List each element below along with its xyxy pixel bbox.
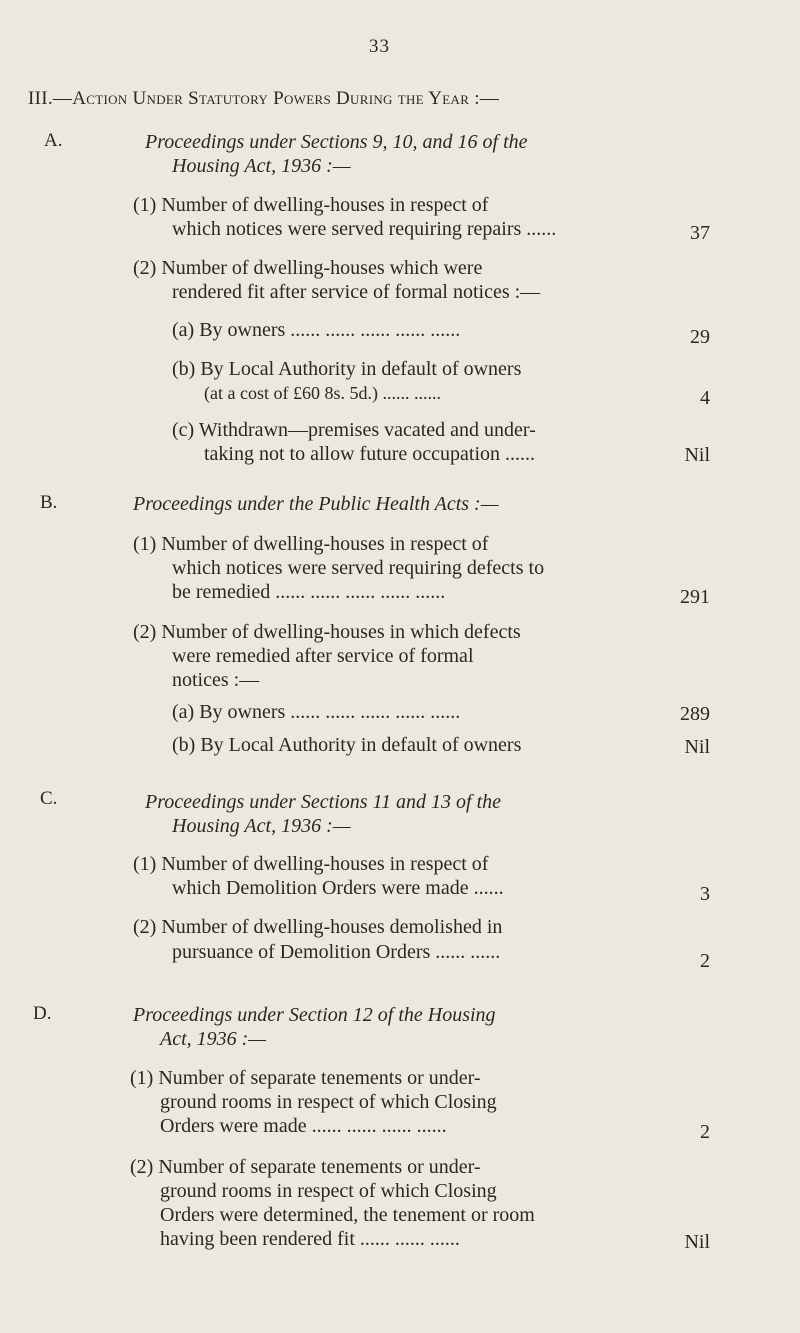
section-d-item-1-line-1: (1) Number of separate tenements or under- xyxy=(130,1067,481,1089)
section-d-item-2-line-2: ground rooms in respect of which Closing xyxy=(160,1180,497,1202)
section-c-item-2-value: 2 xyxy=(700,950,710,972)
section-b-item-1-line-2: which notices were served requiring defects to xyxy=(172,557,545,579)
section-b-item-1-line-1: (1) Number of dwelling-houses in respect of xyxy=(133,533,489,555)
section-a-item-1-line-1: (1) Number of dwelling-houses in respect of xyxy=(133,194,489,216)
section-d-item-2-line-1: (2) Number of separate tenements or under- xyxy=(130,1156,481,1178)
section-a-item-2-line-1: (2) Number of dwelling-houses which were xyxy=(133,257,483,279)
section-a-item-2c-value: Nil xyxy=(684,444,710,466)
section-b-item-1-line-3: be remedied ...... ...... ...... ...... ...... xyxy=(172,581,446,603)
section-d-item-2-line-3: Orders were determined, the tenement or room xyxy=(160,1204,535,1226)
section-d-heading-line-1: Proceedings under Section 12 of the Housing xyxy=(133,1004,496,1026)
section-a-item-2b-value: 4 xyxy=(700,387,710,409)
section-a-item-2a-line: (a) By owners ...... ...... ...... ...... ...... xyxy=(172,319,461,341)
section-b-item-1-value: 291 xyxy=(680,586,710,608)
section-d-item-2-line-4: having been rendered fit ...... ...... ...... xyxy=(160,1228,460,1250)
section-b-item-2-line-1: (2) Number of dwelling-houses in which defects xyxy=(133,621,521,643)
section-c-heading-line-1: Proceedings under Sections 11 and 13 of the xyxy=(145,791,502,813)
section-a-item-2b-line-2: (at a cost of £60 8s. 5d.) ...... ...... xyxy=(204,383,441,403)
section-a-heading-line-1: Proceedings under Sections 9, 10, and 16 of the xyxy=(145,131,528,153)
section-d-letter: D. xyxy=(33,1003,52,1024)
section-b-letter: B. xyxy=(40,492,58,513)
section-a-item-2c-line-2: taking not to allow future occupation ...... xyxy=(204,443,536,465)
section-c-item-2-line-2: pursuance of Demolition Orders ...... ...... xyxy=(172,941,501,963)
section-a-item-1-line-2: which notices were served requiring repairs ...... xyxy=(172,218,557,240)
section-b-item-2a-value: 289 xyxy=(680,703,710,725)
section-a-item-2a-value: 29 xyxy=(690,326,710,348)
section-a-heading-line-2: Housing Act, 1936 :— xyxy=(172,155,351,177)
section-b-item-2b-value: Nil xyxy=(684,736,710,758)
section-b-item-2-line-3: notices :— xyxy=(172,669,260,691)
section-c-letter: C. xyxy=(40,788,58,809)
section-c-item-1-line-1: (1) Number of dwelling-houses in respect of xyxy=(133,853,489,875)
section-b-item-2b-line: (b) By Local Authority in default of owners xyxy=(172,734,522,756)
section-c-item-2-line-1: (2) Number of dwelling-houses demolished in xyxy=(133,916,503,938)
section-d-heading-line-2: Act, 1936 :— xyxy=(160,1028,267,1050)
section-c-item-1-line-2: which Demolition Orders were made ...... xyxy=(172,877,504,899)
section-a-item-2-line-2: rendered fit after service of formal notices :— xyxy=(172,281,541,303)
section-d-item-1-line-2: ground rooms in respect of which Closing xyxy=(160,1091,497,1113)
section-title: III.—Action Under Statutory Powers During the Year :— xyxy=(28,88,500,109)
section-c-item-1-value: 3 xyxy=(700,883,710,905)
section-b-item-2a-line: (a) By owners ...... ...... ...... ...... ...... xyxy=(172,701,461,723)
section-b-item-2-line-2: were remedied after service of formal xyxy=(172,645,474,667)
section-d-item-1-line-3: Orders were made ...... ...... ...... ...... xyxy=(160,1115,447,1137)
page-number: 33 xyxy=(369,36,390,57)
section-d-item-2-value: Nil xyxy=(684,1231,710,1253)
section-a-item-1-value: 37 xyxy=(690,222,710,244)
section-d-item-1-value: 2 xyxy=(700,1121,710,1143)
section-a-item-2c-line-1: (c) Withdrawn—premises vacated and under- xyxy=(172,419,536,441)
section-b-heading-line-1: Proceedings under the Public Health Acts :— xyxy=(133,493,499,515)
section-c-heading-line-2: Housing Act, 1936 :— xyxy=(172,815,351,837)
section-a-item-2b-line-1: (b) By Local Authority in default of owners xyxy=(172,358,522,380)
section-a-letter: A. xyxy=(44,130,63,151)
